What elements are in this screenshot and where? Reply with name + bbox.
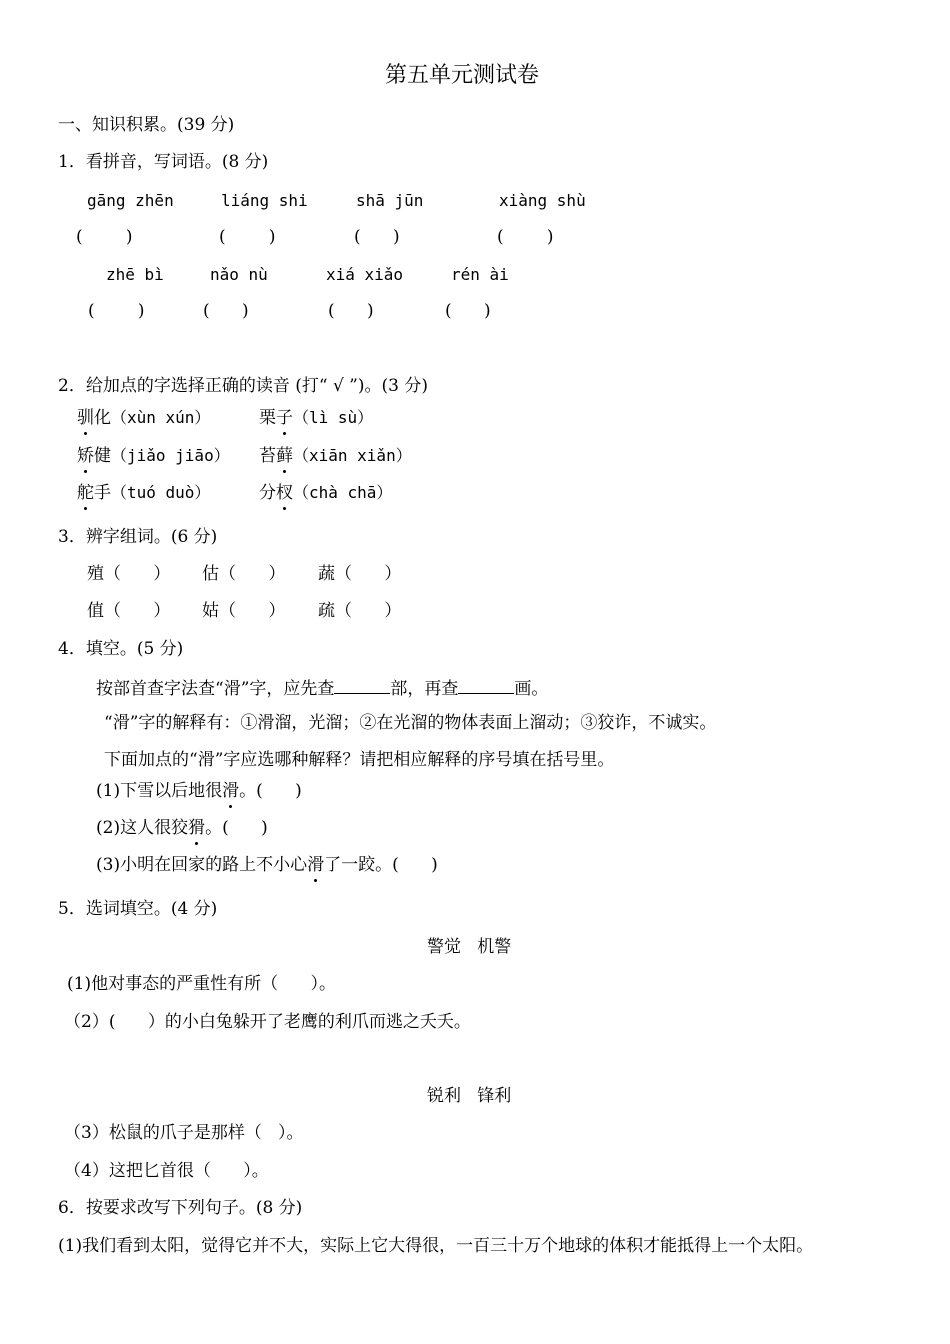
answer-box[interactable]: ( ) [445, 301, 491, 321]
answer-box[interactable]: ( ) [76, 227, 133, 247]
reading-choice[interactable]: 矫健（jiǎo jiāo） [77, 446, 230, 466]
fill-line: 按部首查字法查“滑”字，应先查 部，再查 画。 [96, 675, 548, 700]
page-title: 第五单元测试卷 [385, 63, 540, 88]
word-blank[interactable]: 疏（ ） [318, 601, 402, 621]
section-heading: 一、知识积累。(39 分) [58, 115, 235, 135]
pinyin-6: nǎo nù [210, 265, 268, 284]
answer-box[interactable]: ( ) [328, 301, 374, 321]
sentence-item[interactable]: (1)他对事态的严重性有所（ ）。 [67, 974, 337, 994]
blank-strokes[interactable] [458, 675, 514, 694]
pinyin-2: liáng shi [221, 191, 308, 210]
word-choices: 警觉 机警 [427, 937, 512, 957]
sentence-item: (1)我们看到太阳，觉得它并不大，实际上它大得很，一百三十万个地球的体积才能抵得上一个太阳。 [58, 1236, 814, 1256]
word-blank[interactable]: 估（ ） [202, 564, 286, 584]
answer-box[interactable]: ( ) [88, 301, 145, 321]
answer-box[interactable]: ( ) [497, 227, 554, 247]
word-blank[interactable]: 殖（ ） [87, 564, 171, 584]
pinyin-7: xiá xiǎo [326, 265, 404, 284]
pinyin-5: zhē bì [106, 265, 164, 284]
sentence-item[interactable]: (1)下雪以后地很滑。( ) [96, 781, 302, 801]
blank-radical[interactable] [334, 675, 390, 694]
word-blank[interactable]: 蔬（ ） [318, 564, 402, 584]
reading-choice[interactable]: 栗子（lì sù） [259, 408, 374, 428]
sentence-item[interactable]: （4）这把匕首很（ ）。 [64, 1161, 269, 1181]
question-4-heading: 4．填空。(5 分) [58, 639, 184, 659]
answer-box[interactable]: ( ) [354, 227, 400, 247]
reading-choice[interactable]: 舵手（tuó duò） [77, 483, 211, 503]
instruction-line: 下面加点的“滑”字应选哪种解释？请把相应解释的序号填在括号里。 [104, 750, 615, 770]
reading-choice[interactable]: 分杈（chà chā） [259, 483, 393, 503]
answer-box[interactable]: ( ) [203, 301, 249, 321]
pinyin-8: rén ài [451, 265, 509, 284]
pinyin-1: gāng zhēn [87, 191, 174, 210]
word-blank[interactable]: 姑（ ） [202, 601, 286, 621]
question-2-heading: 2．给加点的字选择正确的读音 (打“ √ ”)。(3 分) [58, 376, 428, 396]
pinyin-3: shā jūn [356, 191, 424, 210]
definition-line: “滑”字的解释有：①滑溜，光溜；②在光溜的物体表面上溜动；③狡诈，不诚实。 [104, 713, 717, 733]
question-5-heading: 5．选词填空。(4 分) [58, 899, 218, 919]
answer-box[interactable]: ( ) [219, 227, 276, 247]
question-3-heading: 3．辨字组词。(6 分) [58, 527, 218, 547]
sentence-item[interactable]: (2)这人很狡猾。( ) [96, 818, 268, 838]
reading-choice[interactable]: 苔藓（xiān xiǎn） [259, 446, 412, 466]
sentence-item[interactable]: （2）( ）的小白兔躲开了老鹰的利爪而逃之夭夭。 [64, 1012, 471, 1032]
word-choices: 锐利 锋利 [427, 1086, 512, 1106]
sentence-item[interactable]: (3)小明在回家的路上不小心滑了一跤。( ) [96, 855, 438, 875]
reading-choice[interactable]: 驯化（xùn xún） [77, 408, 211, 428]
sentence-item[interactable]: （3）松鼠的爪子是那样（ ）。 [64, 1123, 304, 1143]
pinyin-4: xiàng shù [499, 191, 586, 210]
word-blank[interactable]: 值（ ） [87, 601, 171, 621]
question-6-heading: 6．按要求改写下列句子。(8 分) [58, 1198, 303, 1218]
question-1-heading: 1．看拼音，写词语。(8 分) [58, 152, 269, 172]
